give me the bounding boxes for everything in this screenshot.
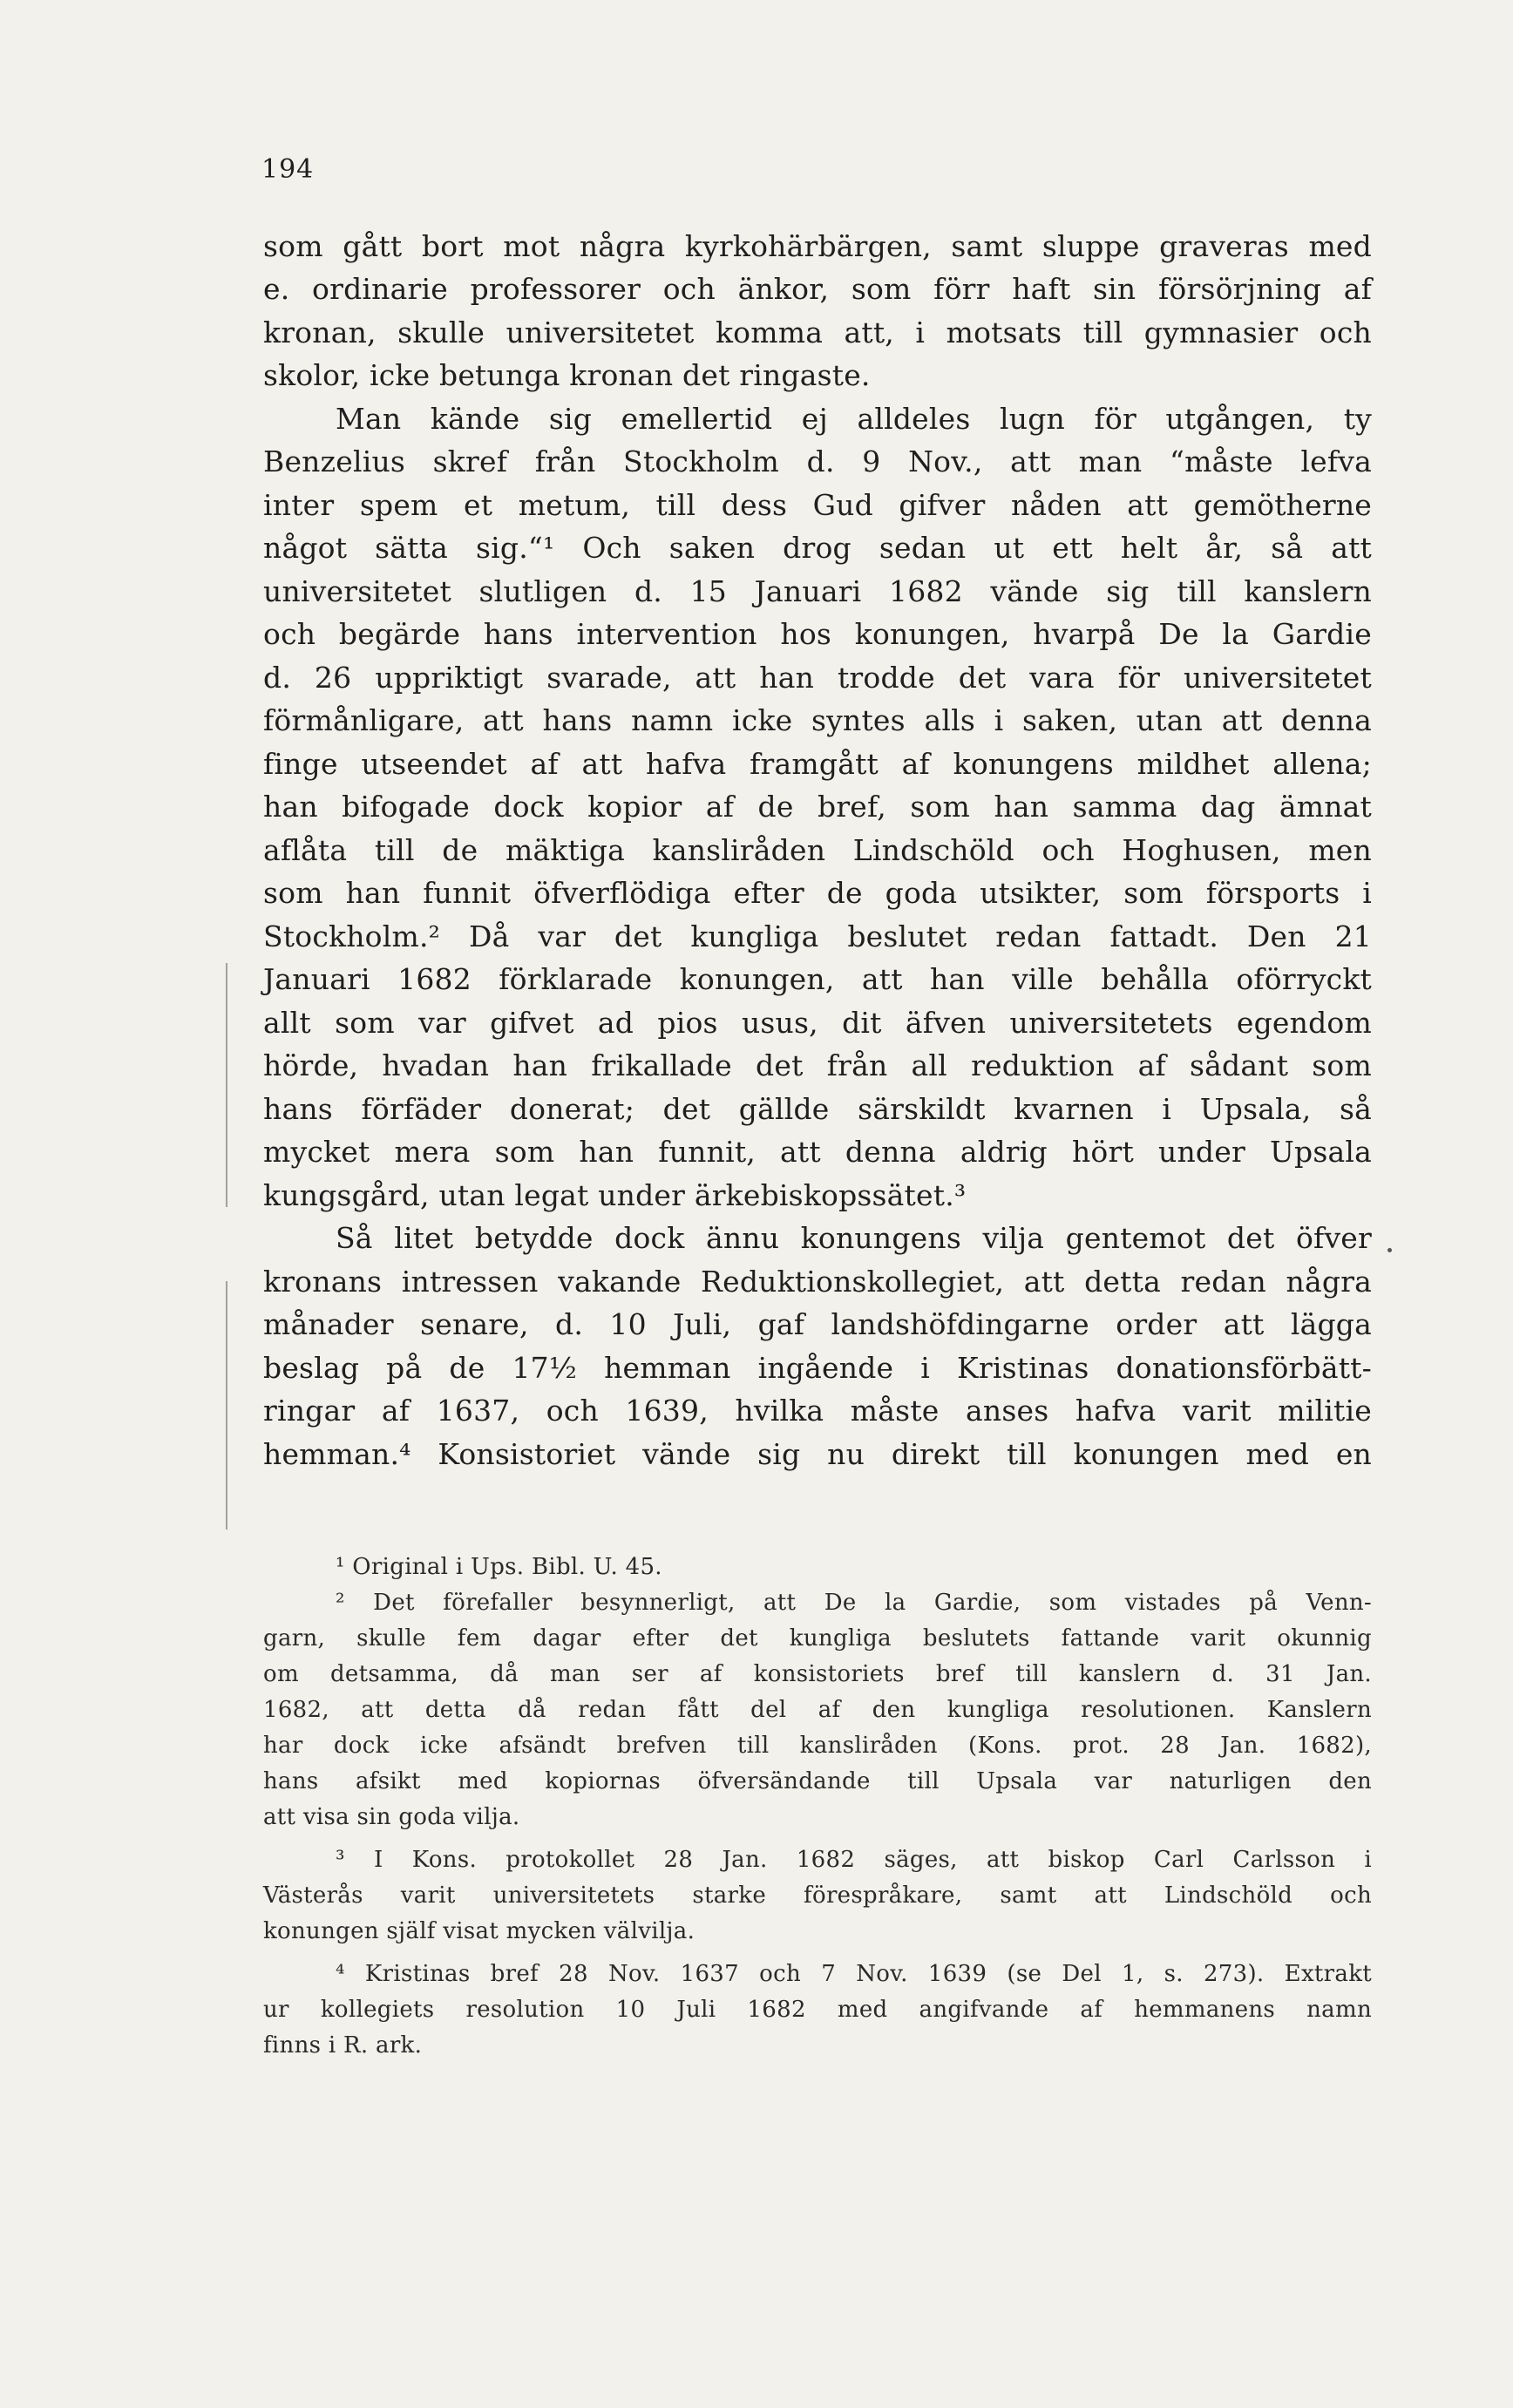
footnote-line: ² Det förefaller besynnerligt, att De la Gardie, som vistades på Venn- [336, 1590, 1372, 1616]
footnote-line: ⁴ Kristinas bref 28 Nov. 1637 och 7 Nov. 1639 (se Del 1, s. 273). Extrakt [336, 1961, 1372, 1987]
footnote-line: ur kollegiets resolution 10 Juli 1682 med angifvande af hemmanens namn [263, 1997, 1372, 2023]
body-line: skolor, icke betunga kronan det ringaste. [263, 358, 871, 392]
margin-rule-lower [226, 1281, 227, 1530]
margin-mark [1387, 1248, 1392, 1252]
body-line: Så litet betydde dock ännu konungens vilja gentemot det öfver [336, 1221, 1372, 1255]
footnote-line: Västerås varit universitetets starke förespråkare, samt att Lindschöld och [263, 1882, 1372, 1909]
page-number: 194 [261, 154, 315, 185]
footnote-line: om detsamma, då man ser af konsistoriets bref till kanslern d. 31 Jan. [263, 1661, 1372, 1687]
footnote-line: att visa sin goda vilja. [263, 1804, 520, 1830]
body-line: allt som var gifvet ad pios usus, dit äfven universitetets egendom [263, 1006, 1372, 1040]
footnote-line: ³ I Kons. protokollet 28 Jan. 1682 säges, att biskop Carl Carlsson i [336, 1847, 1372, 1873]
margin-rule-upper [226, 963, 227, 1207]
footnote-line: hans afsikt med kopiornas öfversändande till Upsala var naturligen den [263, 1768, 1372, 1794]
body-line: Januari 1682 förklarade konungen, att han ville behålla oförryckt [263, 962, 1372, 996]
body-line: som gått bort mot några kyrkohärbärgen, samt sluppe graveras med [263, 229, 1372, 263]
body-line: inter spem et metum, till dess Gud gifver nåden att gemötherne [263, 488, 1372, 522]
body-line: hörde, hvadan han frikallade det från all reduktion af sådant som [263, 1048, 1372, 1082]
body-line: mycket mera som han funnit, att denna aldrig hört under Upsala [263, 1135, 1372, 1169]
body-line: som han funnit öfverflödiga efter de goda utsikter, som försports i [263, 876, 1372, 910]
body-line: kronan, skulle universitetet komma att, i motsats till gymnasier och [263, 315, 1372, 349]
body-line: han bifogade dock kopior af de bref, som han samma dag ämnat [263, 790, 1372, 824]
footnote-line: 1682, att detta då redan fått del af den kungliga resolutionen. Kanslern [263, 1697, 1372, 1723]
body-line: finge utseendet af att hafva framgått af konungens mildhet allena; [263, 747, 1372, 781]
body-line: e. ordinarie professorer och änkor, som förr haft sin försörjning af [263, 272, 1372, 306]
body-line: hans förfäder donerat; det gällde särskildt kvarnen i Upsala, så [263, 1092, 1372, 1126]
body-line: Man kände sig emellertid ej alldeles lugn för utgången, ty [336, 402, 1372, 436]
body-line: universitetet slutligen d. 15 Januari 1682 vände sig till kanslern [263, 574, 1372, 608]
body-line: hemman.⁴ Konsistoriet vände sig nu direkt till konungen med en [263, 1437, 1372, 1471]
footnote-line: finns i R. ark. [263, 2032, 423, 2059]
body-line: något sätta sig.“¹ Och saken drog sedan ut ett helt år, så att [263, 531, 1372, 565]
body-line: Stockholm.² Då var det kungliga beslutet redan fattadt. Den 21 [263, 919, 1372, 953]
body-line: och begärde hans intervention hos konungen, hvarpå De la Gardie [263, 617, 1372, 651]
body-line: kungsgård, utan legat under ärkebiskopssätet.³ [263, 1178, 967, 1212]
footnote-line: garn, skulle fem dagar efter det kungliga beslutets fattande varit okunnig [263, 1625, 1372, 1652]
body-line: förmånligare, att hans namn icke syntes alls i saken, utan att denna [263, 703, 1372, 737]
body-line: Benzelius skref från Stockholm d. 9 Nov., att man “måste lefva [263, 444, 1372, 478]
footnote-line: har dock icke afsändt brefven till kansliråden (Kons. prot. 28 Jan. 1682), [263, 1733, 1372, 1759]
body-line: beslag på de 17½ hemman ingående i Kristinas donationsförbätt- [263, 1351, 1372, 1385]
body-line: d. 26 uppriktigt svarade, att han trodde det vara för universitetet [263, 661, 1372, 695]
footnote-line: konungen själf visat mycken välvilja. [263, 1918, 695, 1944]
body-line: kronans intressen vakande Reduktionskollegiet, att detta redan några [263, 1265, 1372, 1299]
body-line: ringar af 1637, och 1639, hvilka måste anses hafva varit militie [263, 1394, 1372, 1428]
body-line: aflåta till de mäktiga kansliråden Lindschöld och Hoghusen, men [263, 833, 1372, 867]
footnote-line: ¹ Original i Ups. Bibl. U. 45. [336, 1554, 662, 1580]
body-line: månader senare, d. 10 Juli, gaf landshöfdingarne order att lägga [263, 1307, 1372, 1341]
